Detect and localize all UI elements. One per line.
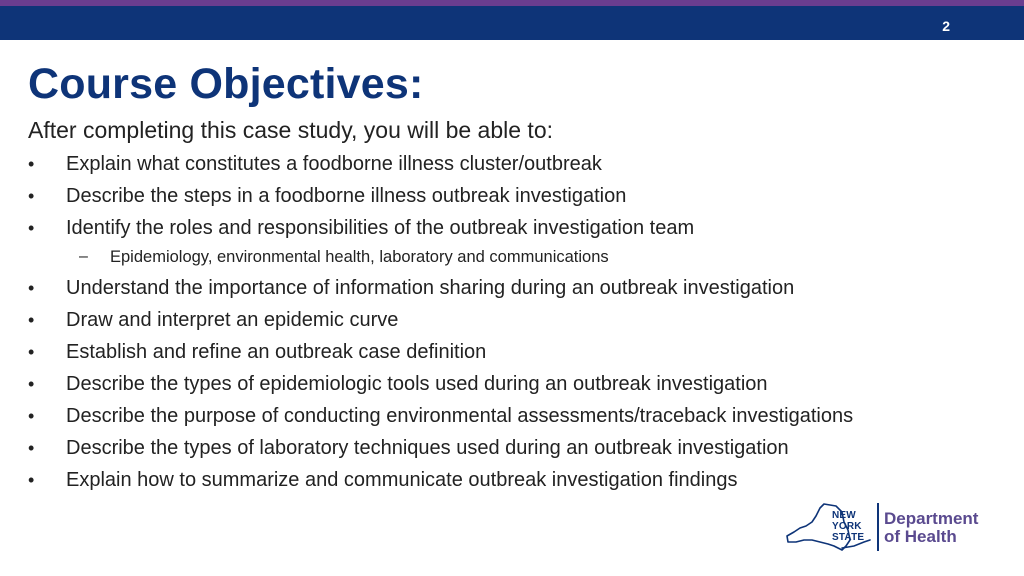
objective-text: Describe the steps in a foodborne illness outbreak investigation — [66, 185, 627, 207]
objective-text: Describe the purpose of conducting environmental assessments/traceback investigations — [66, 405, 854, 427]
bullet-icon: • — [28, 342, 35, 362]
bullet-icon: • — [28, 438, 35, 458]
objective-text: Explain how to summarize and communicate outbreak investigation findings — [66, 469, 738, 491]
objective-item — [28, 400, 1008, 432]
objective-text: Understand the importance of information sharing during an outbreak investigation — [66, 277, 795, 299]
department-of-health-wordmark: Department of Health — [884, 509, 979, 546]
objective-item — [28, 464, 1008, 496]
objective-text: Explain what constitutes a foodborne illness cluster/outbreak — [66, 153, 602, 175]
bullet-icon: • — [28, 218, 35, 238]
dash-bullet-icon: – — [79, 248, 88, 265]
slide-title: Course Objectives: — [28, 60, 424, 108]
header-bar — [0, 6, 1024, 40]
objective-text: Draw and interpret an epidemic curve — [66, 309, 399, 331]
objective-item — [28, 272, 1008, 304]
objective-item — [28, 180, 1008, 212]
bullet-icon: • — [28, 374, 35, 394]
objective-item — [28, 336, 1008, 368]
intro-text: After completing this case study, you will be able to: — [28, 117, 554, 143]
new-york-state-wordmark: NEW YORK STATE — [832, 510, 865, 543]
objective-text: Describe the types of laboratory techniques used during an outbreak investigation — [66, 437, 789, 459]
bullet-icon: • — [28, 406, 35, 426]
objective-item — [28, 368, 1008, 400]
objective-subitem — [28, 244, 1008, 270]
bullet-icon: • — [28, 310, 35, 330]
nys-doh-logo — [784, 500, 994, 554]
objective-item — [28, 148, 1008, 180]
objectives-list — [28, 148, 1008, 496]
objective-subtext: Epidemiology, environmental health, laboratory and communications — [110, 248, 609, 266]
bullet-icon: • — [28, 278, 35, 298]
objective-item — [28, 432, 1008, 464]
objective-item — [28, 304, 1008, 336]
bullet-icon: • — [28, 470, 35, 490]
objective-item — [28, 212, 1008, 244]
objective-text: Identify the roles and responsibilities of the outbreak investigation team — [66, 217, 695, 239]
bullet-icon: • — [28, 154, 35, 174]
objective-text: Describe the types of epidemiologic tools used during an outbreak investigation — [66, 373, 768, 395]
slide-number: 2 — [942, 18, 950, 34]
logo-divider — [877, 503, 879, 551]
bullet-icon: • — [28, 186, 35, 206]
objective-text: Establish and refine an outbreak case definition — [66, 341, 487, 363]
